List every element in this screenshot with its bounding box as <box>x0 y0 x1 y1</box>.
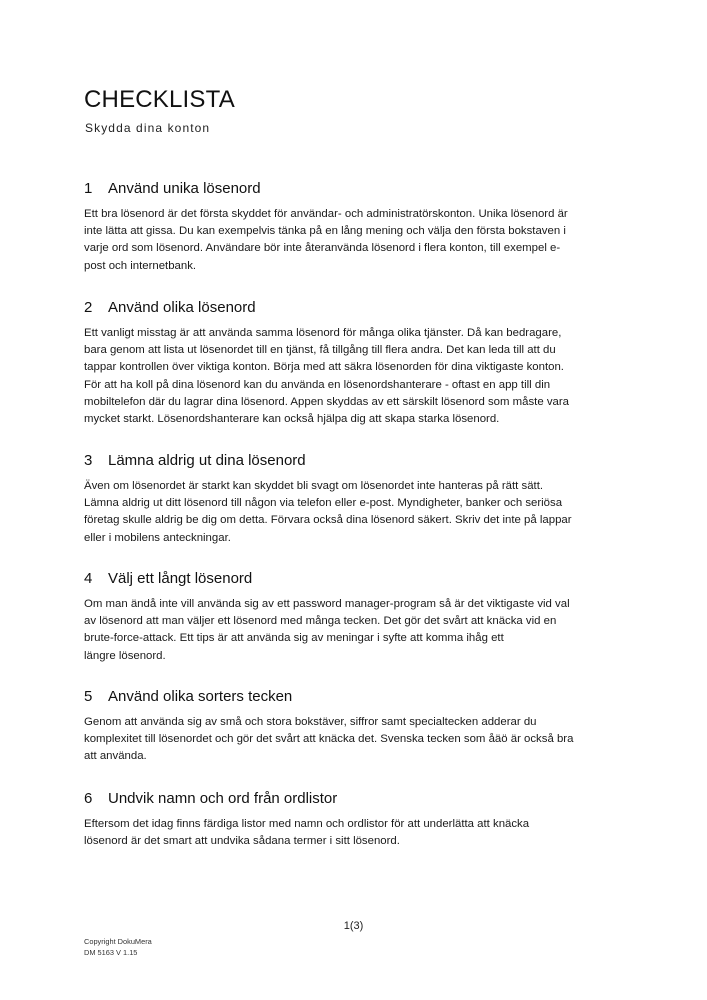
section-title: Använd olika sorters tecken <box>108 688 293 705</box>
section-number: 5 <box>84 688 93 705</box>
section-body <box>84 714 624 766</box>
section-2 <box>84 299 624 428</box>
body-line: bara genom att lista ut lösenordet till en tjänst, få tillgång till flera andra. Det kan leda till att du <box>84 344 556 357</box>
body-line: tappar kontrollen över viktiga konton. Börja med att säkra lösenorden för dina viktigaste konton. <box>84 361 564 374</box>
section-1 <box>84 180 624 275</box>
section-number: 2 <box>84 299 93 316</box>
section-body <box>84 206 624 275</box>
body-line: av lösenord att man väljer ett lösenord med många tecken. Det gör det svårt att knäcka vid en <box>84 615 557 628</box>
section-body <box>84 325 624 428</box>
body-line: att använda. <box>84 750 147 763</box>
footer-copyright: Copyright DokuMera <box>84 937 152 946</box>
section-title: Undvik namn och ord från ordlistor <box>108 790 338 807</box>
section-heading <box>84 570 624 592</box>
body-line: brute-force-attack. Ett tips är att använda sig av meningar i syfte att komma ihåg ett <box>84 632 504 645</box>
section-body <box>84 816 624 850</box>
section-title: Använd unika lösenord <box>108 180 261 197</box>
section-heading <box>84 299 624 321</box>
page-number: 1(3) <box>343 920 364 932</box>
section-heading <box>84 452 624 474</box>
section-title: Använd olika lösenord <box>108 299 256 316</box>
body-line: För att ha koll på dina lösenord kan du använda en lösenordshanterare - oftast en app till din <box>84 378 551 391</box>
body-line: komplexitet till lösenordet och gör det svårt att knäcka det. Svenska tecken som åäö är också bra <box>84 733 574 746</box>
section-title: Lämna aldrig ut dina lösenord <box>108 452 306 469</box>
body-line: mycket starkt. Lösenordshanterare kan också hjälpa dig att skapa starka lösenord. <box>84 413 500 426</box>
body-line: längre lösenord. <box>84 649 166 662</box>
body-line: företag skulle aldrig be dig om detta. Förvara också dina lösenord säkert. Skriv det inte på lappar <box>84 514 572 527</box>
body-line: Ett bra lösenord är det första skyddet för användar- och administratörskonton. Unika lösenord är <box>84 208 568 220</box>
body-line: Om man ändå inte vill använda sig av ett password manager-program så är det viktigaste vid val <box>84 598 570 610</box>
section-6 <box>84 790 624 850</box>
section-body <box>84 478 624 547</box>
body-line: mobiltelefon där du lagrar dina lösenord. Appen skyddas av ett särskilt lösenord som måste vara <box>84 395 569 408</box>
body-line: eller i mobilens anteckningar. <box>84 531 231 544</box>
body-line: Eftersom det idag finns färdiga listor med namn och ordlistor för att underlätta att knäcka <box>84 818 530 830</box>
section-heading <box>84 688 624 710</box>
section-4 <box>84 570 624 665</box>
section-heading <box>84 180 624 202</box>
section-number: 6 <box>84 790 93 807</box>
document-title: CHECKLISTA <box>84 86 235 113</box>
body-line: Lämna aldrig ut ditt lösenord till någon via telefon eller e-post. Myndigheter, banker och seriösa <box>84 497 563 510</box>
body-line: Även om lösenordet är starkt kan skyddet bli svagt om lösenordet inte hanteras på rätt sätt. <box>84 480 544 492</box>
body-line: varje ord som lösenord. Användare bör inte återanvända lösenord i flera konton, till exempel e- <box>84 242 561 255</box>
section-body <box>84 596 624 665</box>
section-5 <box>84 688 624 766</box>
body-line: inte lätta att gissa. Du kan exempelvis tänka på en lång mening och välja den första bokstaven i <box>84 225 566 238</box>
body-line: post och internetbank. <box>84 259 197 272</box>
body-line: Ett vanligt misstag är att använda samma lösenord för många olika tjänster. Då kan bedragare, <box>84 327 562 339</box>
body-line: Genom att använda sig av små och stora bokstäver, siffror samt specialtecken adderar du <box>84 716 537 728</box>
footer <box>84 937 152 958</box>
section-heading <box>84 790 624 812</box>
section-number: 1 <box>84 180 93 197</box>
document-subtitle: Skydda dina konton <box>85 121 211 135</box>
body-line: lösenord är det smart att undvika sådana termer i sitt lösenord. <box>84 835 400 848</box>
section-number: 3 <box>84 452 93 469</box>
section-3 <box>84 452 624 547</box>
section-number: 4 <box>84 570 93 587</box>
section-title: Välj ett långt lösenord <box>108 570 253 587</box>
footer-doc-id: DM 5163 V 1.15 <box>84 947 138 957</box>
